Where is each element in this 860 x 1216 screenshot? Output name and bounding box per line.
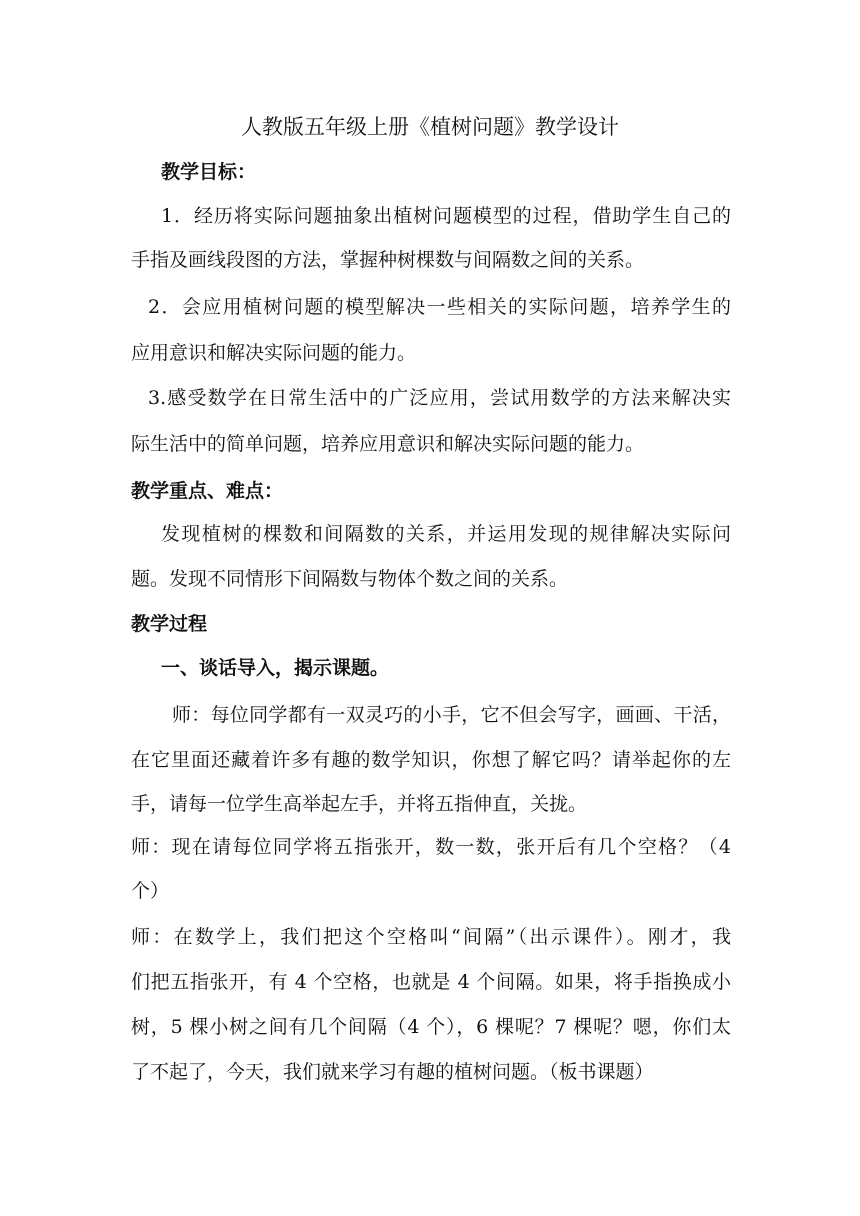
key-points-heading: 教学重点、难点：: [131, 480, 284, 502]
para-1-line-3: 手，请每一位学生高举起左手，并将五指伸直，关拢。: [131, 793, 588, 815]
para-2-line-2: 个）: [131, 880, 170, 902]
para-2-line-1: 师：现在请每位同学将五指张开，数一数，张开后有几个空格？（4: [131, 836, 731, 858]
goal-2-line-2: 应用意识和解决实际问题的能力。: [131, 342, 417, 364]
key-points-line-1: 发现植树的棵数和间隔数的关系，并运用发现的规律解决实际问: [161, 523, 731, 545]
section-1-heading: 一、谈话导入，揭示课题。: [161, 657, 390, 679]
goal-3-line-2: 际生活中的简单问题，培养应用意识和解决实际问题的能力。: [131, 433, 645, 455]
para-1-line-2: 在它里面还藏着许多有趣的数学知识，你想了解它吗？请举起你的左: [131, 749, 731, 771]
goal-3-line-1: 3.感受数学在日常生活中的广泛应用，尝试用数学的方法来解决实: [148, 387, 731, 409]
para-3-line-1: 师：在数学上，我们把这个空格叫“间隔”（出示课件）。刚才，我: [131, 926, 731, 948]
goal-1-line-1: 1．经历将实际问题抽象出植树问题模型的过程，借助学生自己的: [161, 205, 731, 227]
para-3-line-3: 树，5 棵小树之间有几个间隔（4 个），6 棵呢？7 棵呢？嗯，你们太: [131, 1016, 731, 1038]
process-heading: 教学过程: [131, 613, 208, 635]
para-3-line-4: 了不起了，今天，我们就来学习有趣的植树问题。（板书课题）: [131, 1061, 654, 1083]
para-3-line-2: 们把五指张开，有 4 个空格，也就是 4 个间隔。如果，将手指换成小: [131, 971, 731, 993]
para-1-line-1: 师：每位同学都有一双灵巧的小手，它不但会写字，画画、干活，: [172, 704, 731, 726]
goals-heading: 教学目标：: [161, 161, 257, 183]
key-points-line-2: 题。发现不同情形下间隔数与物体个数之间的关系。: [131, 568, 569, 590]
document-title: 人教版五年级上册《植树问题》教学设计: [241, 115, 619, 139]
goal-1-line-2: 手指及画线段图的方法，掌握种树棵数与间隔数之间的关系。: [131, 249, 645, 271]
goal-2-line-1: 2．会应用植树问题的模型解决一些相关的实际问题，培养学生的: [148, 296, 731, 318]
